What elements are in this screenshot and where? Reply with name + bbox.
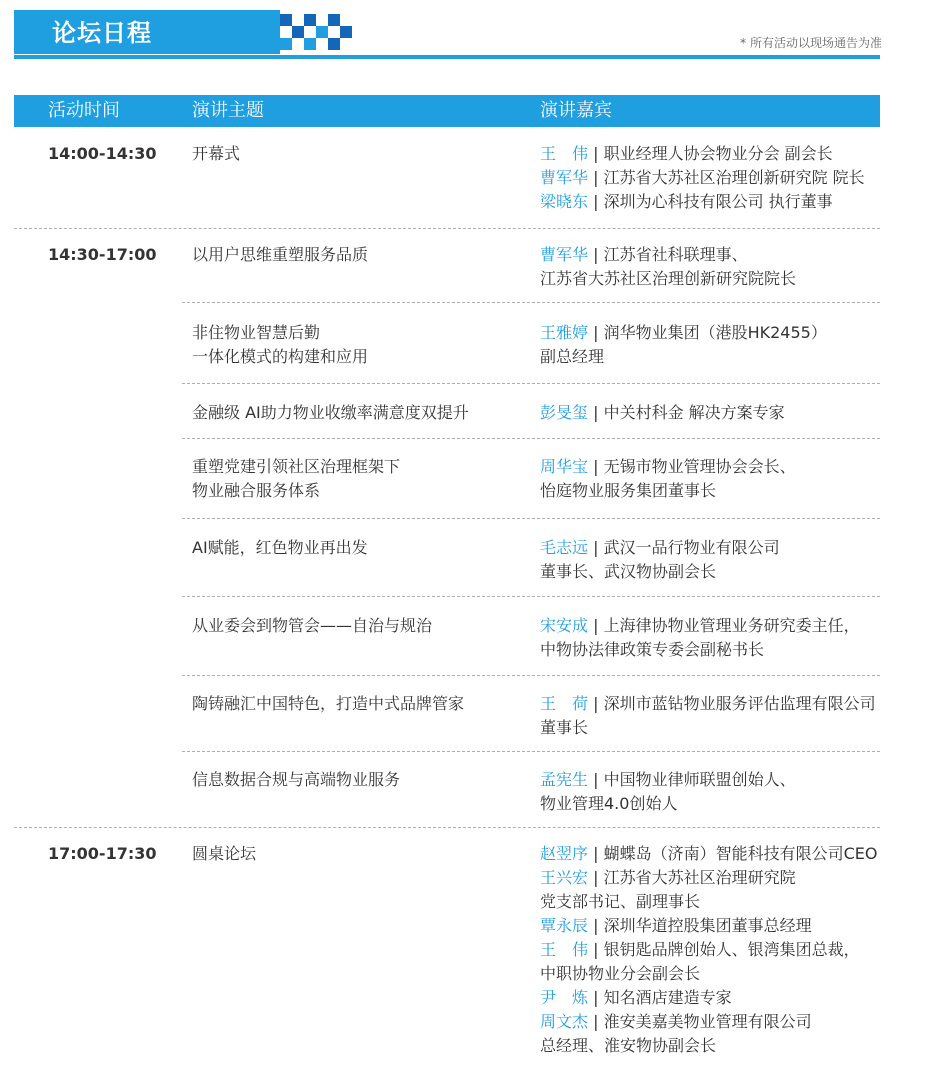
speaker-title: 职业经理人协会物业分会 副会长 xyxy=(603,144,833,163)
row-divider xyxy=(182,675,880,676)
speaker-list: 孟宪生 | 中国物业律师联盟创始人、 物业管理4.0创始人 xyxy=(540,768,796,816)
speaker-list: 周华宝 | 无锡市物业管理协会会长、 怡庭物业服务集团董事长 xyxy=(540,455,796,503)
session-topic: 陶铸融汇中国特色，打造中式品牌管家 xyxy=(192,694,465,713)
session-topic: 信息数据合规与高端物业服务 xyxy=(192,770,401,789)
table-header xyxy=(14,95,880,127)
speaker-name: 尹 炼 xyxy=(540,988,589,1007)
speaker-list: 宋安成 | 上海律协物业管理业务研究委主任， 中物协法律政策专委会副秘书长 xyxy=(540,614,860,662)
speaker-title: 副总经理 xyxy=(540,347,605,366)
pixel-decoration xyxy=(270,12,354,54)
speaker-title: 怡庭物业服务集团董事长 xyxy=(540,481,717,500)
speaker-name: 王雅婷 xyxy=(540,323,589,342)
row-divider xyxy=(182,751,880,752)
speaker-name: 覃永辰 xyxy=(540,916,589,935)
session-topic: 从业委会到物管会——自治与规治 xyxy=(192,616,433,635)
speaker-title: 总经理、淮安物协副会长 xyxy=(540,1036,717,1055)
session-topic: 开幕式 xyxy=(192,144,241,163)
session-topic: 金融级 AI助力物业收缴率满意度双提升 xyxy=(192,403,469,422)
speaker-title: 中国物业律师联盟创始人、 xyxy=(603,770,796,789)
speaker-title: 中物协法律政策专委会副秘书长 xyxy=(540,640,765,659)
speaker-title: 中职协物业分会副会长 xyxy=(540,964,701,983)
speaker-name: 曹军华 xyxy=(540,168,589,187)
speaker-name: 王 荷 xyxy=(540,694,589,713)
session-topic: 以用户思维重塑服务品质 xyxy=(192,245,369,264)
col-speaker-header: 演讲嘉宾 xyxy=(540,100,612,121)
speaker-title: 深圳市蓝钻物业服务评估监理有限公司 xyxy=(603,694,876,713)
speaker-title: 董事长 xyxy=(540,718,589,737)
speaker-name: 周文杰 xyxy=(540,1012,589,1031)
speaker-list: 赵翌序 | 蝴蝶岛（济南）智能科技有限公司CEO 王兴宏 | 江苏省大苏社区治理研究院 党支部书记、副理事长 覃永辰 | 深圳华道控股集团董事总经理 王 伟 | 银钥匙品牌创始人、银湾集团总裁， 中职协物业分会副会长 尹 炼 | 知名酒店建造专家 周文杰 | 淮安美嘉美物业管理有限公司 总经理、淮安物协副会长 xyxy=(540,842,877,1058)
speaker-title: 董事长、武汉物协副会长 xyxy=(540,562,717,581)
speaker-title: 物业管理4.0创始人 xyxy=(540,794,678,813)
speaker-title: 江苏省大苏社区治理研究院 xyxy=(603,868,796,887)
speaker-title: 江苏省大苏社区治理创新研究院院长 xyxy=(540,269,797,288)
speaker-title: 润华物业集团（港股HK2455） xyxy=(603,323,827,342)
speaker-title: 淮安美嘉美物业管理有限公司 xyxy=(603,1012,812,1031)
speaker-list: 王 伟 | 职业经理人协会物业分会 副会长 曹军华 | 江苏省大苏社区治理创新研究院 院长 梁晓东 | 深圳为心科技有限公司 执行董事 xyxy=(540,144,865,211)
speaker-name: 梁晓东 xyxy=(540,192,589,211)
speaker-list: 王雅婷 | 润华物业集团（港股HK2455） 副总经理 xyxy=(540,321,827,369)
speaker-name: 彭旻玺 xyxy=(540,403,589,422)
speaker-title: 无锡市物业管理协会会长、 xyxy=(603,457,796,476)
speaker-title: 上海律协物业管理业务研究委主任， xyxy=(603,616,860,635)
row-divider xyxy=(182,302,880,303)
speaker-title: 江苏省社科联理事、 xyxy=(603,245,748,264)
session-topic: 重塑党建引领社区治理框架下 物业融合服务体系 xyxy=(192,457,401,500)
col-topic-header: 演讲主题 xyxy=(192,100,264,121)
speaker-title: 知名酒店建造专家 xyxy=(603,988,732,1007)
speaker-name: 曹军华 xyxy=(540,245,589,264)
row-divider xyxy=(182,596,880,597)
session-topic: 圆桌论坛 xyxy=(192,844,257,863)
row-divider xyxy=(182,518,880,519)
session-topic: AI赋能，红色物业再出发 xyxy=(192,538,368,557)
speaker-title: 党支部书记、副理事长 xyxy=(540,892,701,911)
page-title: 论坛日程 xyxy=(52,19,152,47)
notice-text: * 所有活动以现场通告为准 xyxy=(740,36,882,50)
row-divider xyxy=(182,383,880,384)
section-divider xyxy=(14,827,880,828)
speaker-list: 王 荷 | 深圳市蓝钻物业服务评估监理有限公司 董事长 xyxy=(540,692,876,740)
row-divider xyxy=(182,438,880,439)
section-divider xyxy=(14,228,880,229)
title-underline xyxy=(14,55,880,59)
speaker-title: 蝴蝶岛（济南）智能科技有限公司CEO xyxy=(603,844,878,863)
speaker-list: 毛志远 | 武汉一品行物业有限公司 董事长、武汉物协副会长 xyxy=(540,536,780,584)
session-topic: 非住物业智慧后勤 一体化模式的构建和应用 xyxy=(192,323,369,366)
speaker-title: 银钥匙品牌创始人、银湾集团总裁， xyxy=(603,940,860,959)
col-time-header: 活动时间 xyxy=(48,100,120,121)
speaker-title: 深圳为心科技有限公司 执行董事 xyxy=(603,192,833,211)
speaker-name: 赵翌序 xyxy=(540,844,589,863)
speaker-title: 江苏省大苏社区治理创新研究院 院长 xyxy=(603,168,865,187)
speaker-list: 曹军华 | 江苏省社科联理事、 江苏省大苏社区治理创新研究院院长 xyxy=(540,243,796,291)
speaker-name: 周华宝 xyxy=(540,457,589,476)
speaker-name: 王 伟 xyxy=(540,940,589,959)
speaker-title: 深圳华道控股集团董事总经理 xyxy=(603,916,812,935)
session-time: 17:00-17:30 xyxy=(48,844,157,863)
speaker-name: 宋安成 xyxy=(540,616,589,635)
speaker-name: 孟宪生 xyxy=(540,770,589,789)
session-time: 14:00-14:30 xyxy=(48,144,157,163)
speaker-name: 毛志远 xyxy=(540,538,589,557)
speaker-title: 中关村科金 解决方案专家 xyxy=(603,403,785,422)
speaker-title: 武汉一品行物业有限公司 xyxy=(603,538,780,557)
session-time: 14:30-17:00 xyxy=(48,245,157,264)
speaker-name: 王兴宏 xyxy=(540,868,589,887)
speaker-list: 彭旻玺 | 中关村科金 解决方案专家 xyxy=(540,403,785,422)
speaker-name: 王 伟 xyxy=(540,144,589,163)
